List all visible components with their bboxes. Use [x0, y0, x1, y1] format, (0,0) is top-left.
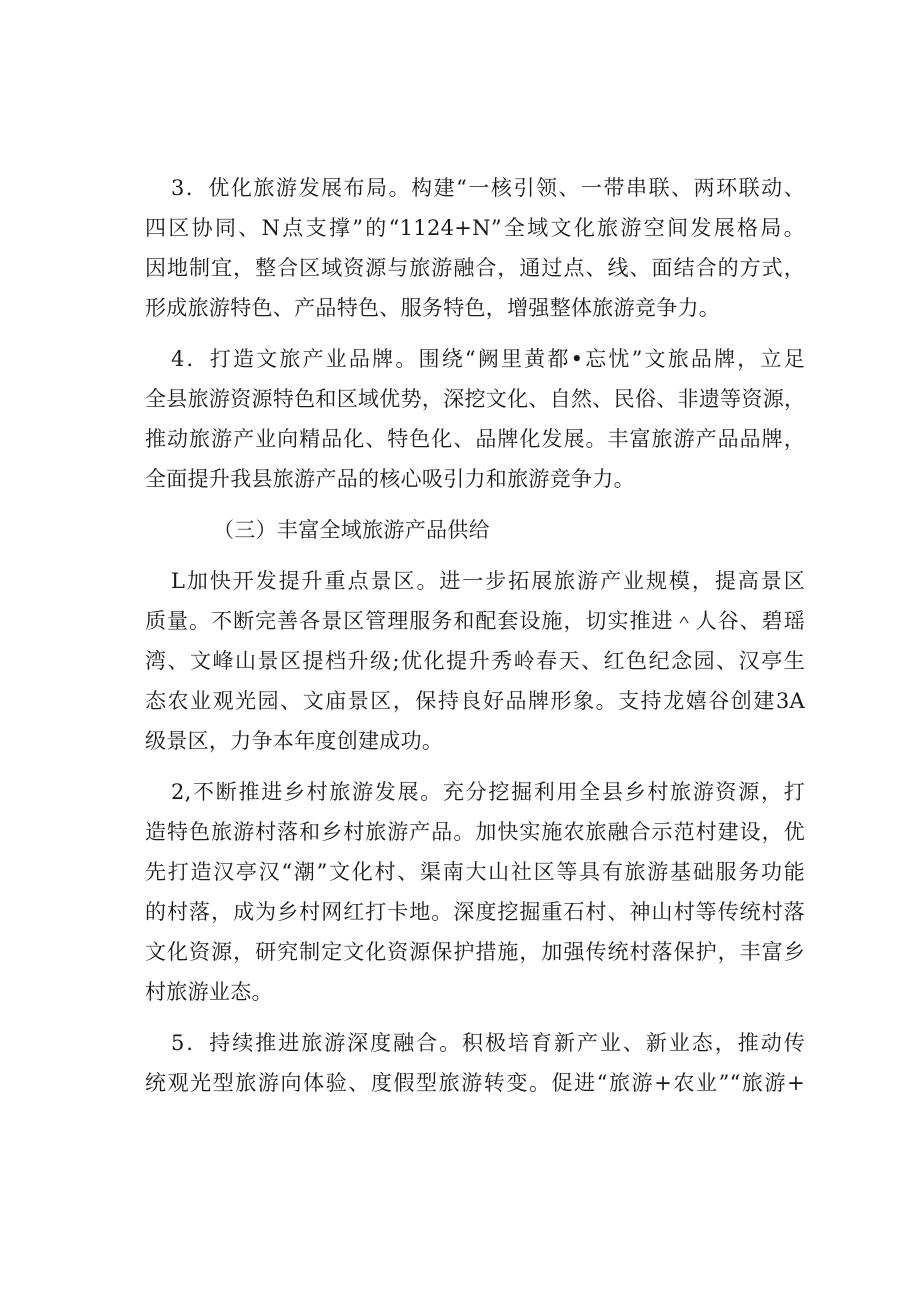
text-line: 统观光型旅游向体验、度假型旅游转变。促进“旅游+农业”“旅游+ [145, 1071, 805, 1095]
text-line: L加快开发提升重点景区。进一步拓展旅游产业规模，提高景区 [171, 569, 805, 593]
text-line: 5．持续推进旅游深度融合。积极培育新产业、新业态，推动传 [171, 1031, 805, 1055]
text-line: 先打造汉亭汉“潮”文化村、渠南大山社区等具有旅游基础服务功能 [145, 860, 805, 884]
heading-text: （三）丰富全域旅游产品供给 [213, 518, 490, 542]
paragraph-integration [145, 1023, 805, 1103]
text-line: 3．优化旅游发展布局。构建“一核引领、一带串联、两环联动、 [171, 176, 805, 200]
section-heading [171, 510, 805, 550]
text-line: 形成旅游特色、产品特色、服务特色，增强整体旅游竞争力。 [145, 296, 721, 320]
text-line: 推动旅游产业向精品化、特色化、品牌化发展。丰富旅游产品品牌， [145, 427, 805, 451]
text-line: 全县旅游资源特色和区域优势，深挖文化、自然、民俗、非遗等资源， [145, 387, 806, 411]
paragraph-rural-tourism [145, 772, 805, 1012]
text-line: 4．打造文旅产业品牌。围绕“阙里黄都•忘忧”文旅品牌，立足 [171, 347, 805, 371]
paragraph-optimize-layout [145, 168, 805, 328]
text-line: 湾、文峰山景区提档升级;优化提升秀岭春天、红色纪念园、汉亭生 [145, 649, 805, 673]
text-line: 四区协同、N点支撑”的“1124+N”全域文化旅游空间发展格局。 [145, 216, 805, 240]
text-line: 级景区，力争本年度创建成功。 [145, 729, 444, 753]
text-line: 全面提升我县旅游产品的核心吸引力和旅游竞争力。 [145, 467, 635, 491]
paragraph-scenic-areas [145, 561, 805, 761]
text-line: 造特色旅游村落和乡村旅游产品。加快实施农旅融合示范村建设，优 [145, 820, 805, 844]
paragraph-brand [145, 339, 806, 499]
text-line: 的村落，成为乡村网红打卡地。深度挖掘重石村、神山村等传统村落 [145, 900, 805, 924]
text-line: 质量。不断完善各景区管理服务和配套设施，切实推进＾人谷、碧瑶 [145, 609, 805, 633]
text-line: 村旅游业态。 [145, 980, 273, 1004]
document-body [145, 168, 806, 1103]
text-line: 文化资源，研究制定文化资源保护措施，加强传统村落保护，丰富乡 [145, 940, 805, 964]
text-line: 2,不断推进乡村旅游发展。充分挖掘利用全县乡村旅游资源，打 [171, 780, 805, 804]
text-line: 因地制宜，整合区域资源与旅游融合，通过点、线、面结合的方式， [145, 256, 805, 280]
text-line: 态农业观光园、文庙景区，保持良好品牌形象。支持龙嬉谷创建3A [145, 689, 805, 713]
